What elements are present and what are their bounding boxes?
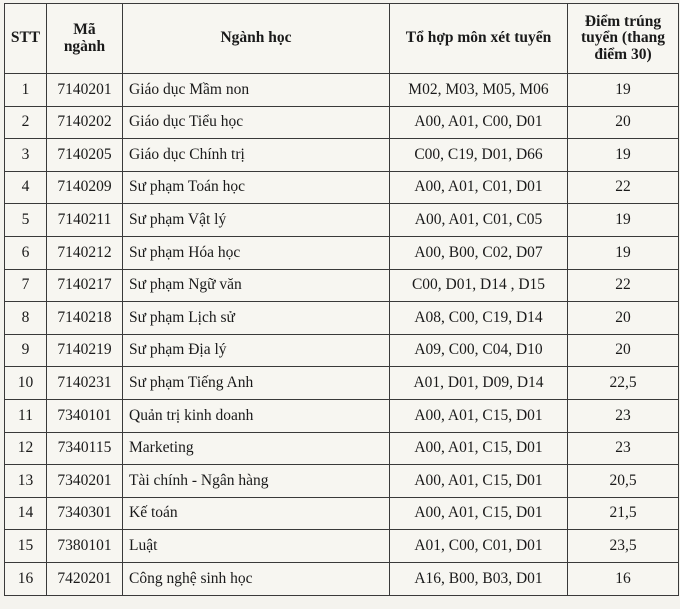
header-score-line3: điểm 30) bbox=[594, 45, 652, 63]
table-row bbox=[5, 106, 679, 139]
cell-major-code: 7140212 bbox=[47, 236, 123, 269]
cell-admission-score: 20 bbox=[568, 334, 679, 367]
table-row bbox=[5, 139, 679, 172]
cell-major-code: 7140202 bbox=[47, 106, 123, 139]
cell-stt: 5 bbox=[5, 204, 47, 237]
cell-subject-combination: C00, C19, D01, D66 bbox=[390, 139, 568, 172]
table-row bbox=[5, 399, 679, 432]
header-stt: STT bbox=[5, 4, 47, 74]
cell-major-name: Sư phạm Tiếng Anh bbox=[123, 367, 390, 400]
cell-major-name: Sư phạm Ngữ văn bbox=[123, 269, 390, 302]
cell-admission-score: 22 bbox=[568, 269, 679, 302]
cell-admission-score: 22,5 bbox=[568, 367, 679, 400]
table-header-row bbox=[5, 4, 679, 74]
cell-major-name: Luật bbox=[123, 530, 390, 563]
cell-major-name: Sư phạm Địa lý bbox=[123, 334, 390, 367]
cell-major-code: 7140231 bbox=[47, 367, 123, 400]
cell-stt: 6 bbox=[5, 236, 47, 269]
cell-major-name: Marketing bbox=[123, 432, 390, 465]
cell-subject-combination: A01, D01, D09, D14 bbox=[390, 367, 568, 400]
cell-major-name: Công nghệ sinh học bbox=[123, 562, 390, 595]
cell-subject-combination: A00, A01, C00, D01 bbox=[390, 106, 568, 139]
cell-subject-combination: A00, A01, C15, D01 bbox=[390, 465, 568, 498]
cell-major-code: 7140218 bbox=[47, 302, 123, 335]
cell-major-code: 7140219 bbox=[47, 334, 123, 367]
table-row bbox=[5, 269, 679, 302]
cell-subject-combination: A16, B00, B03, D01 bbox=[390, 562, 568, 595]
cell-admission-score: 20,5 bbox=[568, 465, 679, 498]
cell-subject-combination: A00, A01, C15, D01 bbox=[390, 432, 568, 465]
admission-scores-table bbox=[4, 3, 679, 596]
cell-admission-score: 20 bbox=[568, 106, 679, 139]
cell-stt: 7 bbox=[5, 269, 47, 302]
cell-subject-combination: A09, C00, C04, D10 bbox=[390, 334, 568, 367]
cell-major-code: 7420201 bbox=[47, 562, 123, 595]
header-admission-score bbox=[568, 4, 679, 74]
table-row bbox=[5, 367, 679, 400]
cell-major-code: 7140201 bbox=[47, 74, 123, 107]
cell-stt: 11 bbox=[5, 399, 47, 432]
table-row bbox=[5, 74, 679, 107]
cell-admission-score: 19 bbox=[568, 139, 679, 172]
cell-major-name: Sư phạm Hóa học bbox=[123, 236, 390, 269]
cell-stt: 10 bbox=[5, 367, 47, 400]
cell-major-code: 7140209 bbox=[47, 171, 123, 204]
cell-admission-score: 22 bbox=[568, 171, 679, 204]
header-subject-combination: Tổ hợp môn xét tuyển bbox=[390, 4, 568, 74]
cell-major-name: Giáo dục Chính trị bbox=[123, 139, 390, 172]
cell-admission-score: 23 bbox=[568, 432, 679, 465]
cell-stt: 1 bbox=[5, 74, 47, 107]
cell-stt: 8 bbox=[5, 302, 47, 335]
cell-admission-score: 16 bbox=[568, 562, 679, 595]
cell-stt: 15 bbox=[5, 530, 47, 563]
table-row bbox=[5, 530, 679, 563]
cell-stt: 3 bbox=[5, 139, 47, 172]
cell-major-code: 7340101 bbox=[47, 399, 123, 432]
cell-subject-combination: A01, C00, C01, D01 bbox=[390, 530, 568, 563]
header-major-code-line1: Mã bbox=[73, 21, 96, 39]
cell-admission-score: 19 bbox=[568, 236, 679, 269]
header-score-line2: tuyển (thang bbox=[581, 29, 665, 47]
header-score-line1: Điểm trúng bbox=[584, 13, 662, 31]
cell-major-name: Kế toán bbox=[123, 497, 390, 530]
cell-major-code: 7140211 bbox=[47, 204, 123, 237]
cell-major-code: 7380101 bbox=[47, 530, 123, 563]
cell-stt: 4 bbox=[5, 171, 47, 204]
table-row bbox=[5, 302, 679, 335]
cell-admission-score: 23,5 bbox=[568, 530, 679, 563]
cell-major-name: Sư phạm Toán học bbox=[123, 171, 390, 204]
table-row bbox=[5, 236, 679, 269]
header-major-code-line2: ngành bbox=[63, 37, 106, 55]
cell-subject-combination: A00, A01, C15, D01 bbox=[390, 399, 568, 432]
cell-subject-combination: A00, A01, C01, D01 bbox=[390, 171, 568, 204]
table-row bbox=[5, 562, 679, 595]
table-row bbox=[5, 334, 679, 367]
cell-admission-score: 19 bbox=[568, 74, 679, 107]
cell-stt: 16 bbox=[5, 562, 47, 595]
cell-stt: 14 bbox=[5, 497, 47, 530]
table-row bbox=[5, 465, 679, 498]
cell-subject-combination: A00, A01, C01, C05 bbox=[390, 204, 568, 237]
cell-major-name: Tài chính - Ngân hàng bbox=[123, 465, 390, 498]
cell-admission-score: 21,5 bbox=[568, 497, 679, 530]
cell-subject-combination: C00, D01, D14 , D15 bbox=[390, 269, 568, 302]
cell-subject-combination: M02, M03, M05, M06 bbox=[390, 74, 568, 107]
cell-major-name: Giáo dục Mầm non bbox=[123, 74, 390, 107]
cell-stt: 9 bbox=[5, 334, 47, 367]
cell-stt: 12 bbox=[5, 432, 47, 465]
header-major-code bbox=[47, 4, 123, 74]
table-row bbox=[5, 497, 679, 530]
table-row bbox=[5, 432, 679, 465]
cell-major-name: Sư phạm Vật lý bbox=[123, 204, 390, 237]
cell-stt: 13 bbox=[5, 465, 47, 498]
table-row bbox=[5, 171, 679, 204]
cell-major-name: Sư phạm Lịch sử bbox=[123, 302, 390, 335]
cell-admission-score: 23 bbox=[568, 399, 679, 432]
header-major-name: Ngành học bbox=[123, 4, 390, 74]
cell-major-name: Quản trị kinh doanh bbox=[123, 399, 390, 432]
table-row bbox=[5, 204, 679, 237]
cell-subject-combination: A00, B00, C02, D07 bbox=[390, 236, 568, 269]
cell-major-code: 7140205 bbox=[47, 139, 123, 172]
cell-subject-combination: A00, A01, C15, D01 bbox=[390, 497, 568, 530]
table-body bbox=[5, 74, 679, 596]
cell-major-code: 7340115 bbox=[47, 432, 123, 465]
cell-major-code: 7340201 bbox=[47, 465, 123, 498]
cell-admission-score: 19 bbox=[568, 204, 679, 237]
cell-major-name: Giáo dục Tiểu học bbox=[123, 106, 390, 139]
cell-stt: 2 bbox=[5, 106, 47, 139]
cell-subject-combination: A08, C00, C19, D14 bbox=[390, 302, 568, 335]
cell-major-code: 7340301 bbox=[47, 497, 123, 530]
cell-major-code: 7140217 bbox=[47, 269, 123, 302]
cell-admission-score: 20 bbox=[568, 302, 679, 335]
